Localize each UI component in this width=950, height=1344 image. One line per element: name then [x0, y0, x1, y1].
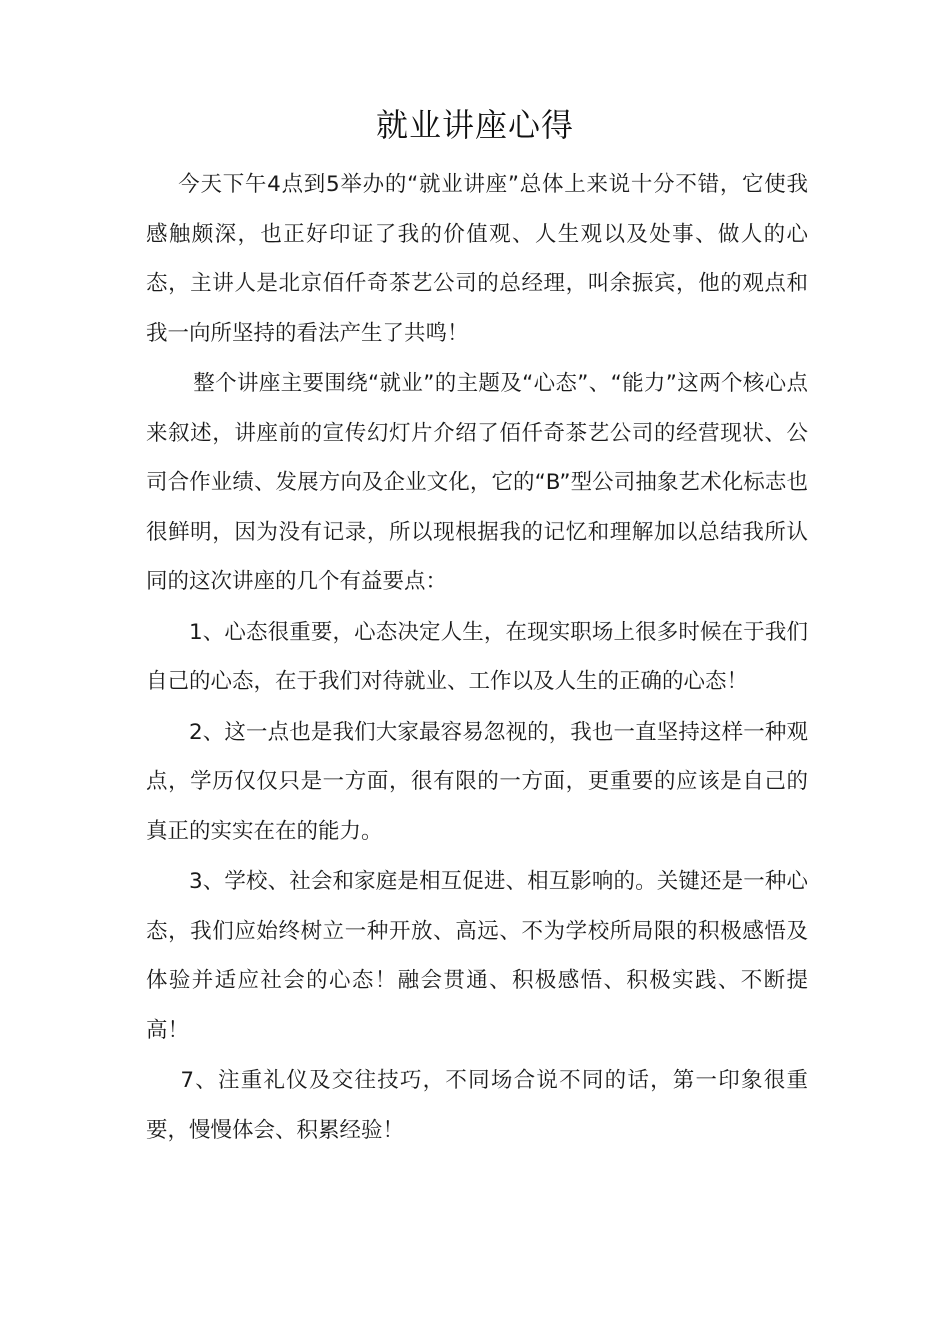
paragraph-overview: 整个讲座主要围绕“就业”的主题及“心态”、“能力”这两个核心点来叙述，讲座前的宣传幻灯片介绍了佰仟奇茶艺公司的经营现状、公司合作业绩、发展方向及企业文化，它的“B”型公司抽象艺术化标志也很鲜明，因为没有记录，所以现根据我的记忆和理解加以总结我所认同的这次讲座的几个有益要点：: [146, 371, 808, 594]
paragraph-intro: 今天下午4点到5举办的“就业讲座”总体上来说十分不错，它使我感触颇深，也正好印证了我的价值观、人生观以及处事、做人的心态，主讲人是北京佰仟奇茶艺公司的总经理，叫余振宾，他的观点和我一向所坚持的看法产生了共鸣！: [146, 172, 808, 346]
paragraph-point-1: 1、心态很重要，心态决定人生，在现实职场上很多时候在于我们自己的心态，在于我们对待就业、工作以及人生的正确的心态！: [146, 619, 808, 694]
paragraph-point-2: 2、这一点也是我们大家最容易忽视的，我也一直坚持这样一种观点，学历仅仅只是一方面，很有限的一方面，更重要的应该是自己的真正的实实在在的能力。: [146, 719, 808, 844]
document-title: 就业讲座心得: [375, 106, 574, 144]
paragraph-point-3: 3、学校、社会和家庭是相互促进、相互影响的。关键还是一种心态，我们应始终树立一种开放、高远、不为学校所局限的积极感悟及体验并适应社会的心态！融会贯通、积极感悟、积极实践、不断提高！: [146, 869, 808, 1043]
document-body: [146, 160, 808, 1156]
paragraph-point-7: 7、注重礼仪及交往技巧，不同场合说不同的话，第一印象很重要，慢慢体会、积累经验！: [146, 1068, 808, 1143]
